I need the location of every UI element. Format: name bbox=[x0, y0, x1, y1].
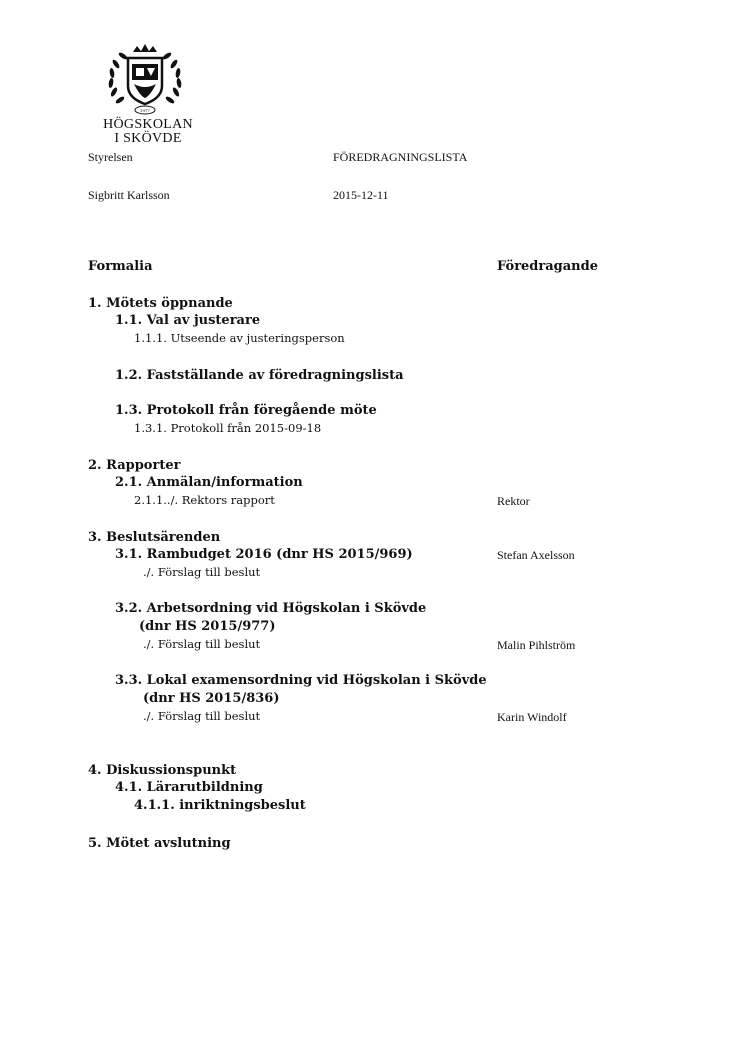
agenda-item-1-3: 1.3. Protokoll från föregående möte bbox=[115, 403, 377, 418]
board-name: Styrelsen bbox=[88, 150, 133, 164]
university-seal-logo bbox=[100, 42, 190, 120]
agenda-item-1-3-1: 1.3.1. Protokoll från 2015-09-18 bbox=[134, 421, 322, 435]
agenda-item-3-3-proposal: ./. Förslag till beslut bbox=[143, 709, 261, 723]
agenda-item-1-1-1: 1.1.1. Utseende av justeringsperson bbox=[134, 331, 345, 345]
presenter-heading: Föredragande bbox=[497, 259, 598, 274]
agenda-item-3-2-dnr: (dnr HS 2015/977) bbox=[139, 619, 276, 634]
org-line-1: HÖGSKOLAN bbox=[103, 117, 193, 132]
presenter-3-3: Karin Windolf bbox=[497, 710, 567, 724]
agenda-item-4-1-1: 4.1.1. inriktningsbeslut bbox=[134, 798, 306, 813]
agenda-item-4: 4. Diskussionspunkt bbox=[88, 763, 237, 778]
agenda-item-2: 2. Rapporter bbox=[88, 458, 181, 473]
agenda-item-4-1: 4.1. Lärarutbildning bbox=[115, 780, 263, 795]
document-title: FÖREDRAGNINGSLISTA bbox=[333, 150, 468, 164]
author-name: Sigbritt Karlsson bbox=[88, 188, 170, 202]
org-name bbox=[88, 118, 208, 146]
agenda-item-3: 3. Beslutsärenden bbox=[88, 530, 221, 545]
agenda-item-1-2: 1.2. Fastställande av föredragningslista bbox=[115, 368, 404, 383]
formalia-heading: Formalia bbox=[88, 259, 153, 274]
agenda-item-3-2-proposal: ./. Förslag till beslut bbox=[143, 637, 261, 651]
presenter-3-1: Stefan Axelsson bbox=[497, 548, 575, 562]
seal-year: 1977 bbox=[139, 108, 151, 113]
agenda-item-3-1-proposal: ./. Förslag till beslut bbox=[143, 565, 261, 579]
org-line-2: I SKÖVDE bbox=[114, 131, 182, 146]
presenter-3-2: Malin Pihlström bbox=[497, 638, 576, 652]
document-date: 2015-12-11 bbox=[333, 188, 389, 202]
agenda-item-1: 1. Mötets öppnande bbox=[88, 296, 233, 311]
agenda-item-3-3-dnr: (dnr HS 2015/836) bbox=[143, 691, 280, 706]
agenda-item-1-1: 1.1. Val av justerare bbox=[115, 313, 261, 328]
agenda-item-2-1: 2.1. Anmälan/information bbox=[115, 475, 303, 490]
agenda-item-3-1: 3.1. Rambudget 2016 (dnr HS 2015/969) bbox=[115, 547, 413, 562]
agenda-item-2-1-1: 2.1.1../. Rektors rapport bbox=[134, 493, 275, 507]
agenda-item-5: 5. Mötet avslutning bbox=[88, 836, 231, 851]
agenda-item-3-3: 3.3. Lokal examensordning vid Högskolan i Skövde bbox=[115, 673, 487, 688]
agenda-item-3-2: 3.2. Arbetsordning vid Högskolan i Skövde bbox=[115, 601, 427, 616]
presenter-2-1-1: Rektor bbox=[497, 494, 530, 508]
